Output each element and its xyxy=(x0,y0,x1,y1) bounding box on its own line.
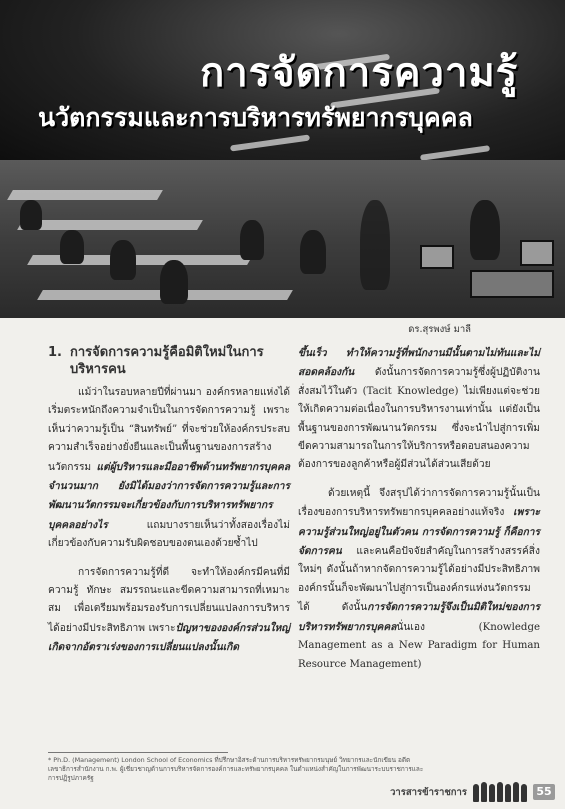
paragraph xyxy=(298,344,540,475)
text-run: แม้ว่าในรอบหลายปีที่ผ่านมา องค์กรหลายแห่งได้เริ่มตระหนักถึงความจำเป็นในการจัดการความรู้ เพราะเห็นว่าความรู้เป็น “สินทรัพย์” ที่จะช่วยให้องค์กรประสบความสำเร็จอย่างยั่งยืนและเป็นพื้นฐานของการสร้างนวัตกรรม xyxy=(48,387,290,473)
section-heading xyxy=(48,344,290,378)
emphasis-text: ขึ้นเร็ว ทำให้ความรู้ที่พนักงานมีนั้นตามไม่ทันและไม่สอดคล้องกัน xyxy=(298,347,540,379)
section-title: การจัดการความรู้คือมิติใหม่ในการบริหารคน xyxy=(70,345,264,377)
desk-row xyxy=(17,220,203,230)
footnote: * Ph.D. (Management) London School of Economics ที่ปรึกษาอิสระด้านการบริหารทรัพยากรมนุษย์ วิทยากรและนักเขียน อดีตเลขาธิการสำนักงาน ก.พ. ผู้เชี่ยวชาญด้านการบริหารจัดการองค์การและทรัพยากรบุคคล ในตำแหน่งสำคัญในการพัฒนาระบบราชการและการปฏิรูปภาครัฐ xyxy=(48,756,424,782)
paragraph xyxy=(48,384,290,554)
text-run: ด้วยเหตุนี้ จึงสรุปได้ว่าการจัดการความรู้นั้นเป็นเรื่องของการบริหารทรัพยากรบุคคลอย่างแท้จริง xyxy=(298,487,540,519)
paragraph xyxy=(48,564,290,658)
emphasis-text: ปัญหาขององค์กรส่วนใหญ่เกิดจากอัตราเร่งของการเปลี่ยนแปลงนั้นเกิด xyxy=(48,621,290,654)
people-silhouettes-icon xyxy=(473,782,527,802)
student-figure xyxy=(160,260,188,304)
student-figure xyxy=(20,200,42,230)
student-figure xyxy=(60,230,84,264)
student-figure xyxy=(470,200,500,260)
computer-monitor xyxy=(420,245,454,269)
text-run: ดังนั้นการจัดการความรู้ซึ่งผู้ปฏิบัติงานสั่งสมไว้ในตัว (Tacit Knowledge) ไม่เพียงแต่จะช่วยให้เกิดความต่อเนื่องในการบริหารงานเท่านั้น แต่ยังเป็นพื้นฐานของการพัฒนานวัตกรรม ซึ่งจะนำไปสู่การเพิ่มขีดความสามารถในการให้บริการหรือตอบสนองความต้องการของลูกค้าหรือผู้มีส่วนได้ส่วนเสียด้วย xyxy=(298,367,540,471)
text-run: นั่นเอง (Knowledge Management as a New Paradigm for Human Resource Management) xyxy=(298,621,540,670)
student-figure xyxy=(240,220,264,260)
page-number: 55 xyxy=(533,784,555,800)
left-column xyxy=(48,344,290,668)
article-subtitle: นวัตกรรมและการบริหารทรัพยากรบุคคล xyxy=(38,103,473,132)
student-figure xyxy=(360,200,390,290)
text-run: การจัดการความรู้ที่ดี จะทำให้องค์กรมีคนที่มีความรู้ ทักษะ สมรรถนะและขีดความสามารถที่เหมาะสม เพื่อเตรียมพร้อมรองรับการเปลี่ยนแปลงการบริหารได้อย่างมีประสิทธิภาพ เพราะ xyxy=(48,566,290,634)
header-photo xyxy=(0,0,565,318)
paragraph xyxy=(298,485,540,674)
desk-row xyxy=(7,190,163,200)
equipment-rack xyxy=(470,270,554,298)
student-figure xyxy=(110,240,136,280)
article-title: การจัดการความรู้ xyxy=(200,50,519,96)
section-number: 1. xyxy=(48,345,62,360)
emphasis-text: การจัดการความรู้จึงเป็นมิติใหม่ของการบริหารทรัพยากรบุคคล xyxy=(298,601,540,633)
right-column xyxy=(298,344,540,684)
journal-name: วารสารข้าราชการ xyxy=(390,786,467,798)
text-run: และคนคือปัจจัยสำคัญในการสร้างสรรค์สิ่งใหม่ๆ ดังนั้นถ้าหากจัดการความรู้ได้อย่างมีประสิทธิภาพ องค์กรนั้นก็จะพัฒนาไปสู่การเป็นองค์กรแห่งนวัตกรรมได้ ดังนั้น xyxy=(298,546,540,614)
footnote-divider xyxy=(48,752,228,753)
photo-classroom xyxy=(0,160,565,318)
text-run: แถมบางรายเห็นว่าทั้งสองเรื่องไม่เกี่ยวข้องกับความรับผิดชอบของตนเองด้วยซ้ำไป xyxy=(48,519,290,550)
author-byline: ดร.สุรพงษ์ มาลี xyxy=(408,324,471,335)
student-figure xyxy=(300,230,326,274)
emphasis-text: เพราะความรู้ส่วนใหญ่อยู่ในตัวคน การจัดการความรู้ ก็คือการจัดการคน xyxy=(298,506,540,558)
computer-monitor xyxy=(520,240,554,266)
page-footer xyxy=(390,779,555,805)
emphasis-text: แต่ผู้บริหารและมืออาชีพด้านทรัพยากรบุคคลจำนวนมาก ยังมิได้มองว่าการจัดการความรู้และการพัฒนานวัตกรรมจะเกี่ยวข้องกับการบริหารทรัพยากรบุคคลอย่างไร xyxy=(48,460,290,531)
